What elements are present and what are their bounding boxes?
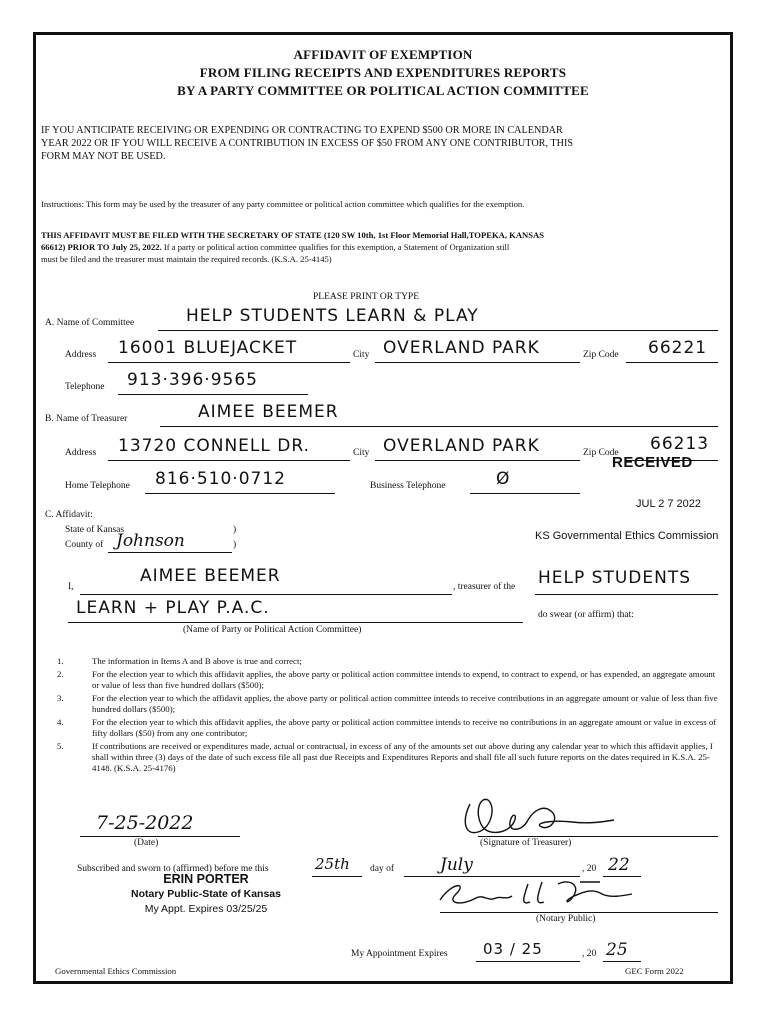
item-number: 2. [57, 669, 64, 679]
business-phone-line [470, 493, 580, 494]
state-label: State of Kansas [65, 525, 125, 535]
date-line [80, 836, 240, 837]
treasurer-name-field[interactable]: AIMEE BEEMER [198, 402, 339, 422]
item-number: 3. [57, 693, 64, 703]
treasurer-address-line [108, 460, 350, 461]
notary-signature [432, 876, 672, 916]
committee-phone-label: Telephone [65, 382, 105, 392]
form-title-line2: FROM FILING RECEIPTS AND EXPENDITURES REPORTS [199, 65, 567, 80]
treasurer-city-label: City [353, 448, 370, 458]
day-of-label: day of [370, 864, 395, 874]
item-text: The information in Items A and B above is true and correct; [92, 656, 302, 666]
state-paren: ) [233, 525, 237, 535]
year-field[interactable]: 22 [608, 855, 630, 875]
footer-left: Governmental Ethics Commission [55, 966, 177, 976]
notary-seal [118, 872, 294, 917]
notary-signature-line [440, 912, 718, 913]
item-text: For the election year to which this affidavit applies, the above party or political action committee intends to expend, to contract to expend, or has expended, an aggregate amount or value of less than five hundred dollars ($500); [92, 669, 716, 690]
county-label: County of [65, 540, 104, 550]
appointment-year-line [603, 961, 641, 962]
day-field[interactable]: 25th [315, 855, 350, 873]
treasurer-address-field[interactable]: 13720 CONNELL DR. [118, 436, 310, 456]
appointment-label: My Appointment Expires [351, 949, 448, 959]
warning-line2: YEAR 2022 OR IF YOU WILL RECEIVE A CONTRIBUTION IN EXCESS OF $50 FROM ANY ONE CONTRIBUTOR, THIS [41, 138, 574, 149]
notary-seal-expires: My Appt. Expires 03/25/25 [144, 903, 268, 915]
committee-name-label: A. Name of Committee [45, 318, 135, 328]
treasurer-address-label: Address [65, 448, 97, 458]
appointment-line [476, 961, 580, 962]
notary-caption: (Notary Public) [536, 914, 596, 924]
warning-line3: FORM MAY NOT BE USED. [41, 151, 166, 162]
warning-line1: IF YOU ANTICIPATE RECEIVING OR EXPENDING OR CONTRACTING TO EXPEND $500 OR MORE IN CALENDAR [41, 125, 563, 136]
committee-phone-line [118, 394, 308, 395]
treasurer-zip-label: Zip Code [583, 448, 619, 458]
committee-address-line [108, 362, 350, 363]
business-phone-field[interactable]: Ø [496, 469, 511, 489]
date-field[interactable]: 7-25-2022 [96, 812, 194, 834]
committee-zip-label: Zip Code [583, 350, 619, 360]
committee-city-line [375, 362, 580, 363]
year-prefix: , 20 [582, 864, 597, 874]
committee-zip-field[interactable]: 66221 [648, 338, 708, 358]
county-line [108, 552, 232, 553]
filing-deadline: 66612) PRIOR TO July 25, 2022. [41, 242, 162, 252]
subscribed-label: Subscribed and sworn to (affirmed) before me this [77, 864, 269, 874]
date-caption: (Date) [134, 838, 159, 848]
appointment-field[interactable]: 03 / 25 [483, 940, 543, 958]
swear-label: do swear (or affirm) that: [538, 610, 634, 620]
committee-phone-field[interactable]: 913·396·9565 [127, 370, 258, 390]
form-title-line3: BY A PARTY COMMITTEE OR POLITICAL ACTION COMMITTEE [177, 83, 589, 98]
affiant-line [80, 594, 452, 595]
received-commission: KS Governmental Ethics Commission [535, 530, 719, 542]
treasurer-name-label: B. Name of Treasurer [45, 414, 128, 424]
item-number: 5. [57, 741, 64, 751]
notary-seal-title: Notary Public-State of Kansas [131, 888, 281, 900]
item-text: If contributions are received or expenditures made, actual or contractual, in excess of any of the amounts set out above during any calendar year to which this affidavit applies, I shall within three (3) days of the date of such excess file all past due Receipts and Expenditures Reports and shall file all such future reports on the dates required in K.S.A. 25-4148. (K.S.A. 25-4176) [92, 741, 713, 773]
county-field[interactable]: Johnson [116, 531, 185, 551]
treasurer-city-field[interactable]: OVERLAND PARK [383, 436, 540, 456]
treasurer-city-line [375, 460, 580, 461]
treasurer-zip-field[interactable]: 66213 [650, 434, 710, 454]
committee-cont-line [68, 622, 523, 623]
treasurer-of-label: , treasurer of the [453, 582, 516, 592]
committee-zip-line [626, 362, 718, 363]
filing-bold-line: THIS AFFIDAVIT MUST BE FILED WITH THE SECRETARY OF STATE (120 SW 10th, 1st Floor Memorial Hall,TOPEKA, KANSAS [41, 230, 544, 240]
appointment-year-field[interactable]: 25 [606, 940, 628, 960]
appointment-year-prefix: , 20 [582, 949, 597, 959]
treasurer-name-line [160, 426, 718, 427]
committee-name-line [158, 330, 718, 331]
received-date: JUL 2 7 2022 [636, 498, 702, 510]
item-text: For the election year to which the affidavit applies, the above party or political action committee intends to receive contributions in an aggregate amount or value of less than five hundred dollars ($500); [92, 693, 718, 714]
committee-address-field[interactable]: 16001 BLUEJACKET [118, 338, 298, 358]
month-field[interactable]: July [440, 855, 473, 875]
treasurer-of-field[interactable]: HELP STUDENTS [538, 568, 691, 588]
item-text: For the election year to which this affidavit applies, the above party or political action committee intends to receive no contributions in an aggregate amount or value in excess of fifty dollars ($50) from any one contributor; [92, 717, 717, 738]
print-or-type: PLEASE PRINT OR TYPE [313, 292, 420, 302]
form-title-line1: AFFIDAVIT OF EXEMPTION [293, 47, 473, 62]
home-phone-field[interactable]: 816·510·0712 [155, 469, 286, 489]
committee-city-label: City [353, 350, 370, 360]
received-stamp: RECEIVED [612, 454, 693, 471]
committee-address-label: Address [65, 350, 97, 360]
notary-seal-name: ERIN PORTER [163, 872, 249, 886]
footer-right: GEC Form 2022 [625, 966, 684, 976]
committee-city-field[interactable]: OVERLAND PARK [383, 338, 540, 358]
signature-caption: (Signature of Treasurer) [480, 838, 572, 848]
committee-name-field[interactable]: HELP STUDENTS LEARN & PLAY [186, 306, 479, 326]
signature-line [478, 836, 718, 837]
county-paren: ) [233, 540, 237, 550]
business-phone-label: Business Telephone [370, 481, 446, 491]
instructions-text: Instructions: This form may be used by the treasurer of any party committee or political action committee which qualifies for the exemption. [41, 199, 525, 209]
item-number: 1. [57, 656, 64, 666]
affiant-label: I, [68, 582, 74, 592]
affidavit-label: C. Affidavit: [45, 510, 93, 520]
affiant-name-field[interactable]: AIMEE BEEMER [140, 566, 281, 586]
home-phone-label: Home Telephone [65, 481, 130, 491]
filing-line2 [41, 242, 721, 253]
item-number: 4. [57, 717, 64, 727]
day-line [312, 876, 362, 877]
committee-cont-field[interactable]: LEARN + PLAY P.A.C. [76, 598, 270, 618]
home-phone-line [145, 493, 335, 494]
committee-caption: (Name of Party or Political Action Committee) [183, 625, 362, 635]
treasurer-of-line [535, 594, 718, 595]
filing-line2-rest: If a party or political action committee qualifies for this exemption, a Statement of Organization still [161, 242, 510, 252]
filing-line3: must be filed and the treasurer must maintain the required records. (K.S.A. 25-4145) [41, 254, 332, 264]
